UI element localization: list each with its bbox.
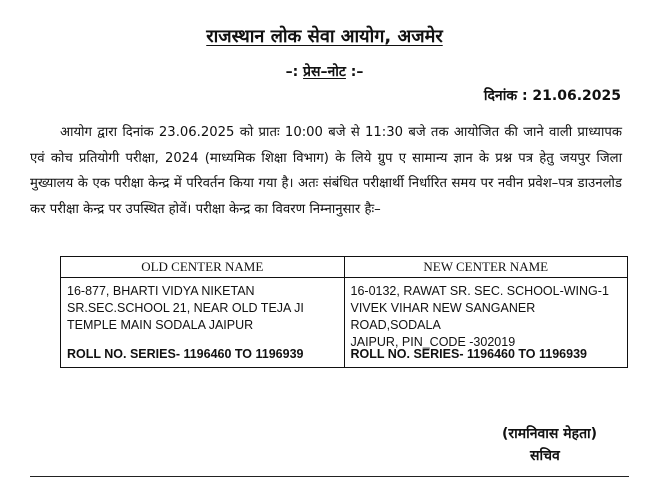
signatory-designation: सचिव xyxy=(530,448,560,464)
old-center-address xyxy=(67,283,338,334)
signatory-name: (रामनिवास मेहता) xyxy=(502,426,598,442)
new-center-roll-series: ROLL NO. SERIES- 1196460 TO 1196939 xyxy=(350,347,587,361)
old-center-roll-series: ROLL NO. SERIES- 1196460 TO 1196939 xyxy=(67,347,304,361)
organization-name: राजस्थान लोक सेवा आयोग, अजमेर xyxy=(206,26,443,47)
organization-title xyxy=(0,24,649,50)
date-line xyxy=(484,86,621,106)
date-label: दिनांक : xyxy=(483,88,533,104)
center-change-table xyxy=(60,256,628,368)
new-center-address xyxy=(351,283,622,351)
press-note-heading xyxy=(0,62,649,82)
new-center-address-line: VIVEK VIHAR NEW SANGANER ROAD,SODALA xyxy=(350,301,536,332)
new-center-cell xyxy=(344,278,628,368)
old-center-address-line: SR.SEC.SCHOOL 21, NEAR OLD TEJA JI xyxy=(67,301,304,315)
new-center-address-line: 16-0132, RAWAT SR. SEC. SCHOOL-WING-1 xyxy=(350,284,609,298)
bottom-divider xyxy=(30,476,629,477)
old-center-address-line: TEMPLE MAIN SODALA JAIPUR xyxy=(67,318,254,332)
old-center-header: OLD CENTER NAME xyxy=(61,257,345,278)
press-note-title: प्रेस–नोट xyxy=(303,64,346,80)
press-note-suffix: :– xyxy=(345,64,364,80)
new-center-header: NEW CENTER NAME xyxy=(344,257,628,278)
table-row xyxy=(61,278,628,368)
old-center-address-line: 16-877, BHARTI VIDYA NIKETAN xyxy=(67,284,255,298)
new-center-address-line: JAIPUR, PIN_CODE -302019 xyxy=(350,335,516,349)
old-center-cell xyxy=(61,278,345,368)
notice-paragraph: आयोग द्वारा दिनांक 23.06.2025 को प्रातः 10:00 बजे से 11:30 बजे तक आयोजित की जाने वाली प्राध्यापक एवं कोच प्रतियोगी परीक्षा, 2024 (माध्यमिक शिक्षा विभाग) के लिये ग्रुप ए सामान्य ज्ञान के प्रश्न पत्र हेतु जयपुर जिला मुख्यालय के एक परीक्षा केन्द्र में परिवर्तन किया गया है। अतः संबंधित परीक्षार्थी निर्धारित समय पर नवीन प्रवेश–पत्र डाउनलोड कर परीक्षा केन्द्र पर उपस्थित होवें। परीक्षा केन्द्र का विवरण निम्नानुसार हैः– xyxy=(30,125,622,217)
date-value: 21.06.2025 xyxy=(532,88,621,104)
table-header-row xyxy=(61,257,628,278)
press-note-prefix: –: xyxy=(285,64,304,80)
